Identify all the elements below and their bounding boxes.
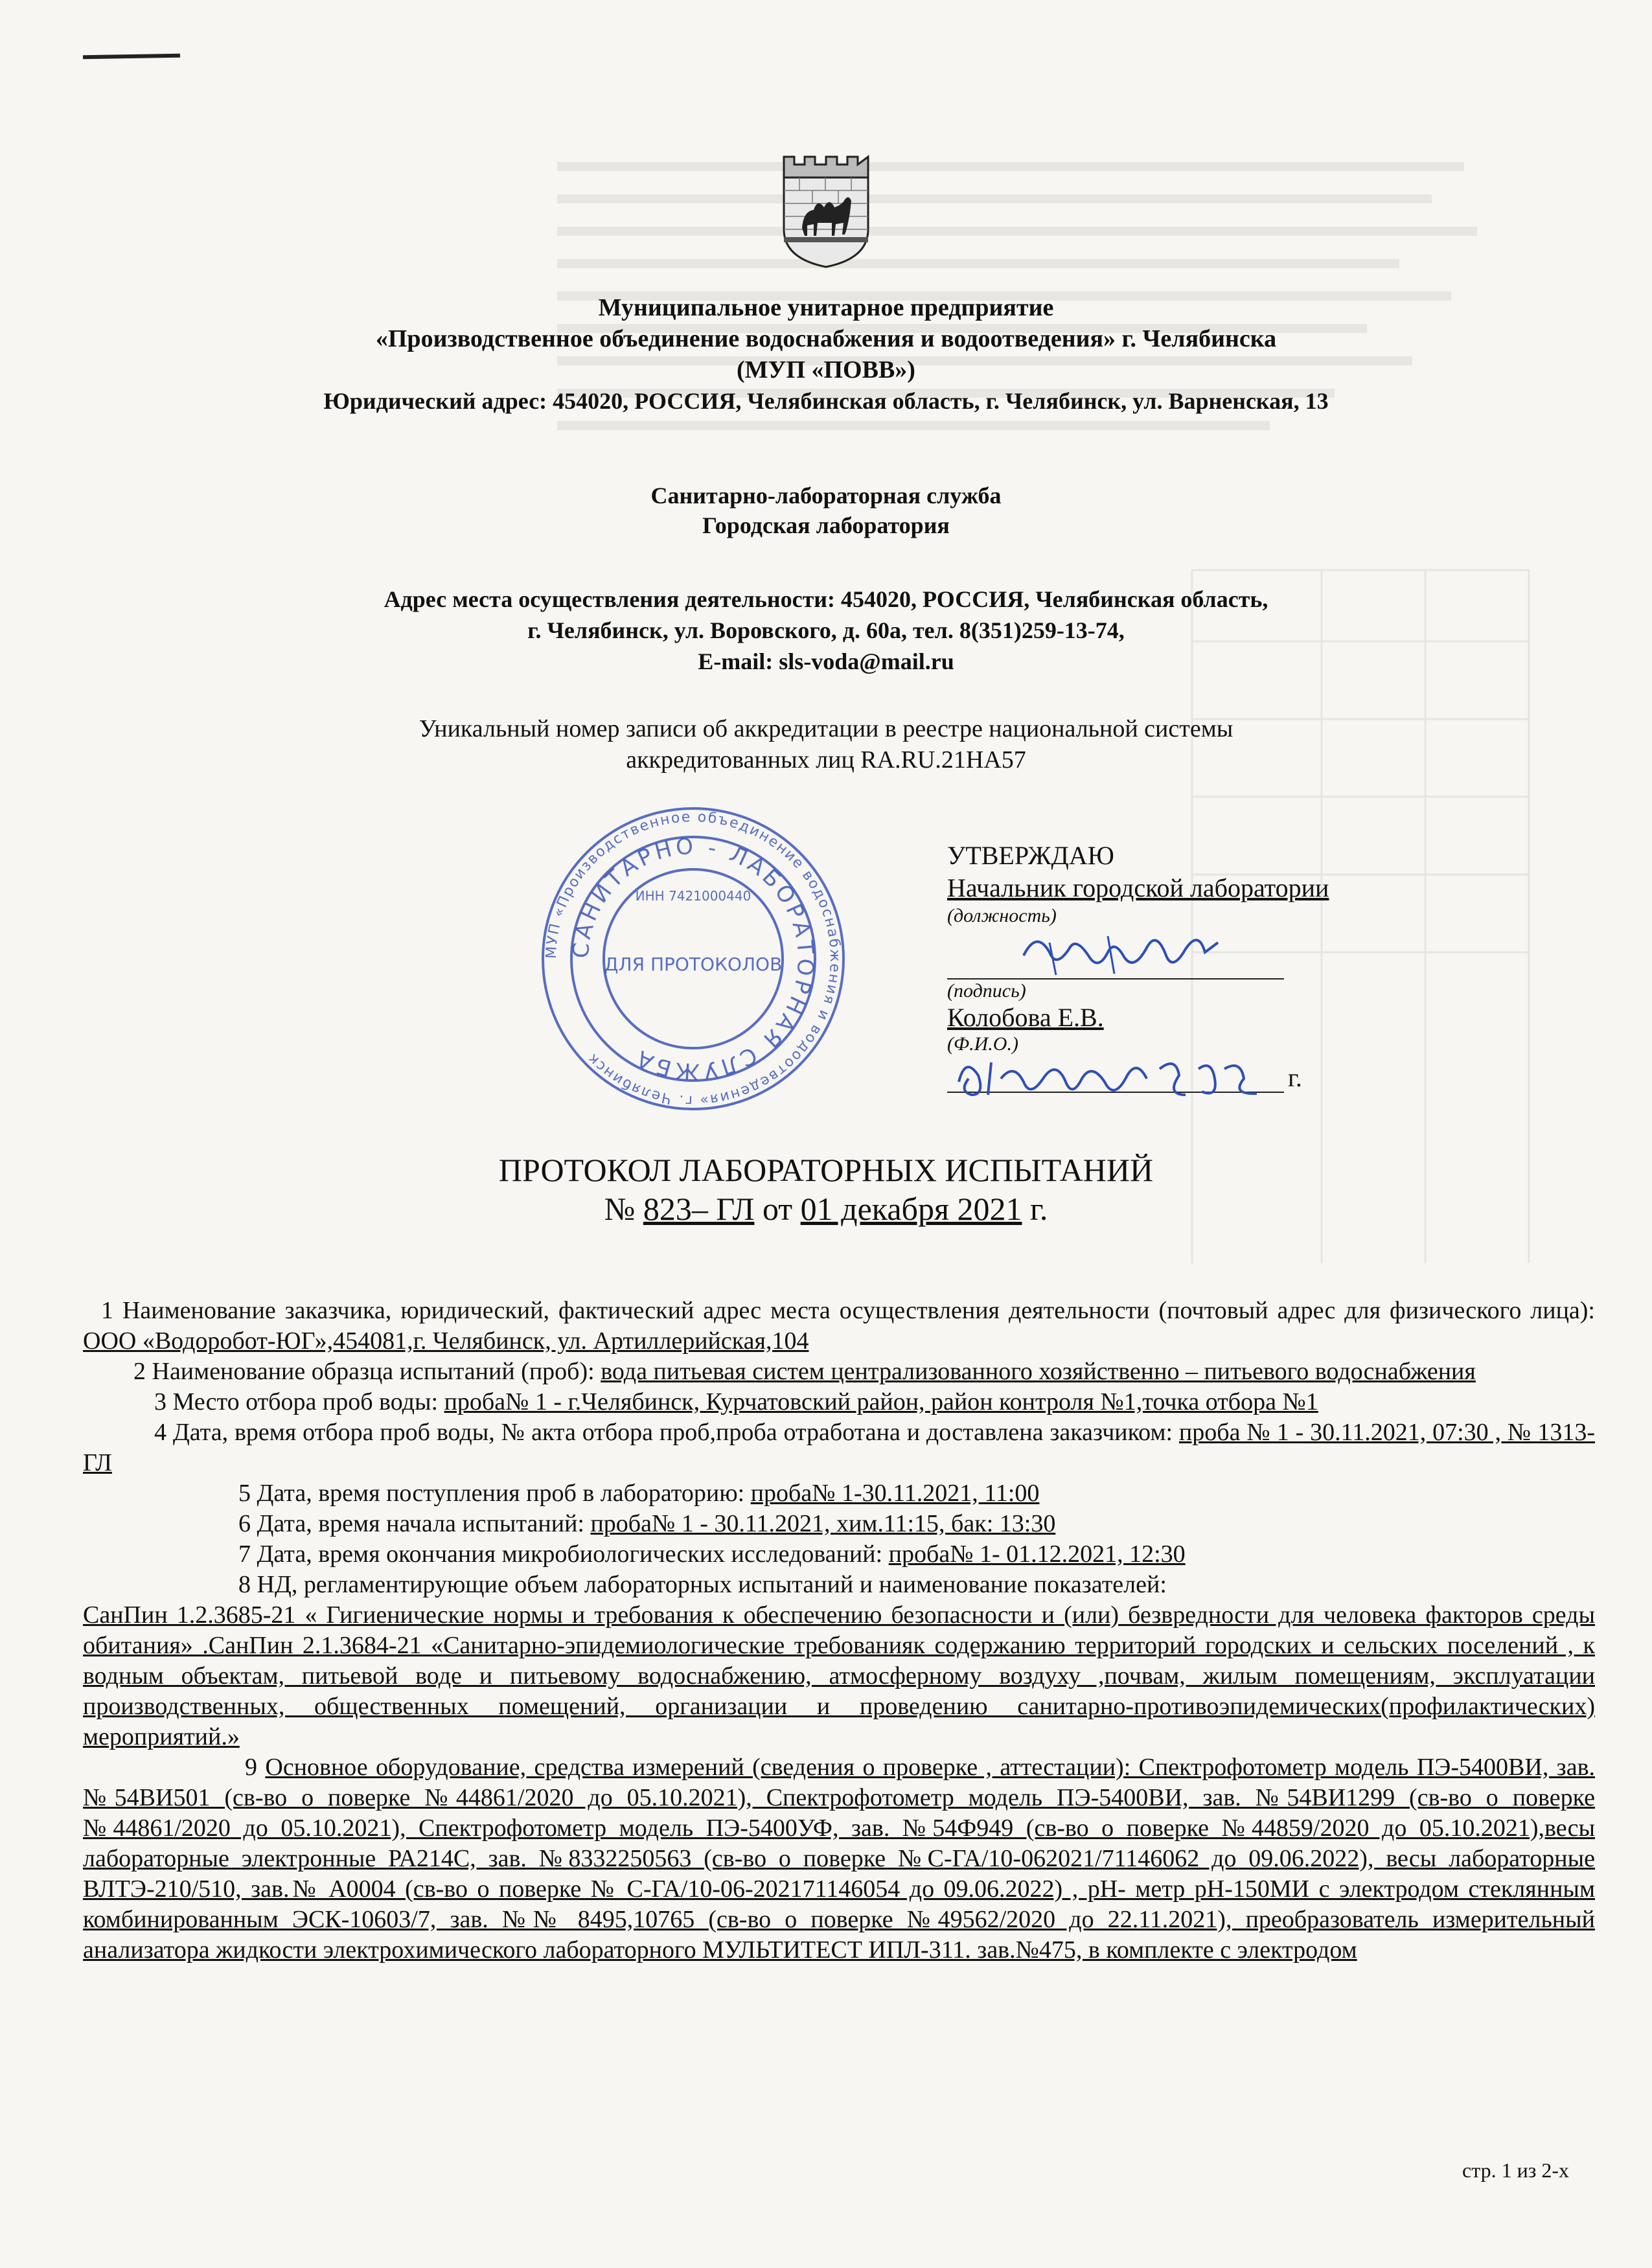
position-hint: (должность) bbox=[947, 905, 1057, 926]
org-name-line-2: «Производственное объединение водоснабжения и водоотведения» г. Челябинска bbox=[375, 325, 1277, 352]
item-3-value: проба№ 1 - г.Челябинск, Курчатовский район, район контроля №1,точка отбора №1 bbox=[444, 1388, 1318, 1415]
legal-address: Юридический адрес: 454020, РОССИЯ, Челябинская область, г. Челябинск, ул. Варненская, 13 bbox=[323, 388, 1329, 414]
number-prefix: № bbox=[604, 1191, 636, 1227]
org-name-line-1: Муниципальное унитарное предприятие bbox=[598, 294, 1054, 321]
protocol-body bbox=[83, 1296, 1595, 1965]
item-4-value: проба № 1 - 30.11.2021, 07:30 , № 1313-ГЛ bbox=[83, 1419, 1595, 1476]
item-6-value: проба№ 1 - 30.11.2021, хим.11:15, бак: 13:30 bbox=[590, 1510, 1056, 1537]
item-3-label: 3 Место отбора проб воды: bbox=[154, 1388, 439, 1415]
item-2-value: вода питьевая систем централизованного хозяйственно – питьевого водоснабжения bbox=[601, 1358, 1476, 1385]
handwritten-date bbox=[952, 1043, 1276, 1114]
item-4-label: 4 Дата, время отбора проб воды, № акта отбора проб,проба отработана и доставлена заказчиком: bbox=[154, 1419, 1173, 1446]
approval-year-suffix: г. bbox=[1288, 1063, 1302, 1092]
item-7-value: проба№ 1- 01.12.2021, 12:30 bbox=[888, 1541, 1186, 1568]
protocol-title: ПРОТОКОЛ ЛАБОРАТОРНЫХ ИСПЫТАНИЙ bbox=[498, 1152, 1154, 1188]
scan-artifact bbox=[83, 54, 180, 60]
protocol-number-line bbox=[0, 1189, 1652, 1228]
item-9 bbox=[83, 1752, 1595, 1965]
item-2 bbox=[83, 1357, 1595, 1387]
lab-name: Городская лаборатория bbox=[702, 512, 950, 538]
name-hint: (Ф.И.О.) bbox=[947, 1033, 1018, 1055]
item-5 bbox=[83, 1478, 1595, 1509]
org-abbreviation: (МУП «ПОВВ») bbox=[737, 356, 915, 384]
chelyabinsk-coat-of-arms-icon bbox=[780, 152, 872, 268]
approve-label: УТВЕРЖДАЮ bbox=[947, 841, 1114, 870]
item-3 bbox=[83, 1387, 1595, 1417]
stamp-inn: ИНН 7421000440 bbox=[635, 888, 751, 904]
item-2-label: 2 Наименование образца испытаний (проб): bbox=[133, 1358, 595, 1385]
item-7-label: 7 Дата, время окончания микробиологических исследований: bbox=[238, 1541, 883, 1568]
item-1-label: 1 Наименование заказчика, юридический, фактический адрес места осуществления деятельности (почтовый адрес для физического лица): bbox=[101, 1297, 1595, 1324]
item-5-value: проба№ 1-30.11.2021, 11:00 bbox=[750, 1480, 1040, 1507]
handwritten-signature bbox=[1011, 917, 1224, 988]
page-number: стр. 1 из 2-х bbox=[1462, 2159, 1569, 2182]
service-name: Санитарно-лабораторная служба bbox=[650, 483, 1002, 509]
approver-name: Колобова Е.В. bbox=[947, 1003, 1104, 1032]
item-8-label: 8 НД, регламентирующие объем лабораторных испытаний и наименование показателей: bbox=[238, 1571, 1167, 1598]
protocol-date: 01 декабря 2021 bbox=[800, 1191, 1022, 1227]
from-word: от bbox=[762, 1191, 793, 1227]
item-1-value: ООО «Водоробот-ЮГ»,454081,г. Челябинск, ул. Артиллерийская,104 bbox=[83, 1327, 809, 1355]
accreditation-line-2: аккредитованных лиц RA.RU.21HA57 bbox=[626, 746, 1026, 773]
item-5-label: 5 Дата, время поступления проб в лабораторию: bbox=[238, 1480, 745, 1507]
protocol-number: 823– ГЛ bbox=[643, 1191, 755, 1227]
item-8-value: СанПин 1.2.3685-21 « Гигиенические нормы и требования к обеспечению безопасности и (или) безвредности для человека факторов среды обитания» .СанПин 2.1.3684-21 «Санитарно-эпидемиологические требованияк содержанию территорий городских и сельских поселений , к водным объектам, питьевой воде и питьевому водоснабжению, атмосферному воздуху ,почвам, жилым помещениям, эксплуатации производственных, общественных помещений, организации и проведению санитарно-противоэпидемических(профилактических) мероприятий.» bbox=[83, 1601, 1595, 1750]
item-6 bbox=[83, 1509, 1595, 1539]
accreditation-line-1: Уникальный номер записи об аккредитации в реестре национальной системы bbox=[419, 715, 1233, 742]
approver-position: Начальник городской лаборатории bbox=[947, 873, 1329, 902]
stamp-center-text: ДЛЯ ПРОТОКОЛОВ bbox=[604, 954, 783, 975]
item-6-label: 6 Дата, время начала испытаний: bbox=[238, 1510, 584, 1537]
item-7 bbox=[83, 1539, 1595, 1570]
organization-stamp bbox=[538, 803, 849, 1114]
activity-address-line-2: г. Челябинск, ул. Воровского, д. 60а, тел. 8(351)259-13-74, bbox=[527, 617, 1125, 643]
signature-hint: (подпись) bbox=[947, 980, 1026, 1002]
item-4 bbox=[83, 1417, 1595, 1478]
stamp-inner-text: САНИТАРНО - ЛАБОРАТОРНАЯ СЛУЖБА bbox=[568, 833, 819, 1084]
email: E-mail: sls-voda@mail.ru bbox=[698, 648, 954, 674]
protocol-year-suffix: г. bbox=[1029, 1191, 1048, 1227]
item-9-value: Основное оборудование, средства измерений (сведения о проверке , аттестации): Спектрофотометр модель ПЭ-5400ВИ, зав. №54ВИ501 (св-во о поверке №44861/2020 до 05.10.2021), Спектрофотометр модель ПЭ-5400ВИ, зав. №54ВИ1299 (св-во о поверке №44861/2020 до 05.10.2021), Спектрофотометр модель ПЭ-5400УФ, зав. №54Ф949 (св-во о поверке №44859/2020 до 05.10.2021),весы лабораторные электронные РА214С, зав. №8332250563 (св-во о поверке №С-ГА/10-062021/71146062 до 09.06.2022), весы лабораторные ВЛТЭ-210/510, зав.№ А0004 (св-во о поверке № С-ГА/10-06-202171146054 до 09.06.2022) , рН- метр рН-150МИ с электродом стеклянным комбинированным ЭСК-10603/7, зав. №№ 8495,10765 (св-во о поверке №49562/2020 до 22.11.2021), преобразователь измерительный анализатора жидкости электрохимического лабораторного МУЛЬТИТЕСТ ИПЛ-311. зав.№475, в комплекте с электродом bbox=[83, 1754, 1596, 1964]
item-1 bbox=[83, 1296, 1595, 1357]
item-9-number: 9 bbox=[245, 1754, 257, 1781]
stamp-outer-text: МУП «Производственное объединение водоснабжения и водоотведения» г. Челябинск bbox=[543, 808, 843, 1109]
activity-address-line-1: Адрес места осуществления деятельности: 454020, РОССИЯ, Челябинская область, bbox=[384, 586, 1268, 612]
